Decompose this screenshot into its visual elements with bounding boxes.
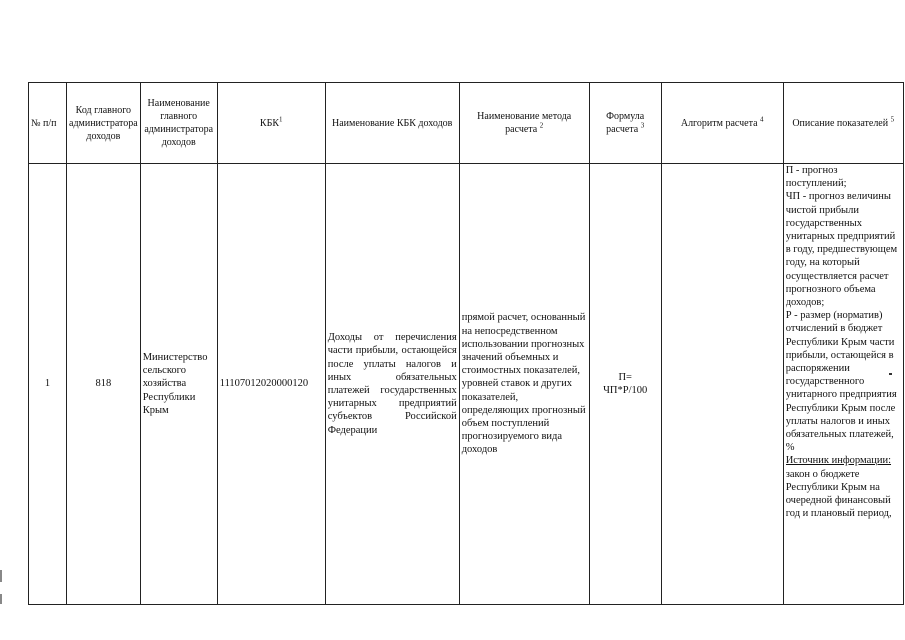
cell-description	[783, 164, 903, 605]
header-formula-label: Формула расчета	[606, 111, 645, 135]
header-description	[783, 83, 903, 164]
description-net-profit: ЧП - прогноз величины чистой прибыли государственных унитарных предприятий в году, предшествующем году, на который осуществляется расчет прогнозного объема доходов;	[785, 191, 898, 309]
header-kbk	[217, 83, 325, 164]
cell-method: прямой расчет, основанный на непосредственном использовании прогнозных значений объемных и стоимостных показателей, уровней ставок и других показателей, определяющих прогнозный объем поступлений прогнозируемого вида доходов	[459, 164, 589, 605]
header-formula	[589, 83, 661, 164]
description-source-label: Источник информации:	[785, 455, 892, 467]
header-kbk-label: КБК	[259, 117, 279, 129]
header-kbk-footnote: 1	[279, 115, 283, 124]
header-description-label: Описание показателей	[792, 117, 889, 129]
scan-edge-mark	[0, 570, 2, 582]
formula-line-1: П=	[618, 371, 632, 383]
header-admin-code: Код главного администратора доходов	[67, 83, 141, 164]
header-num: № п/п	[29, 83, 67, 164]
stray-mark	[889, 373, 892, 375]
header-algorithm-label: Алгоритм расчета	[680, 117, 758, 129]
description-source-text: закон о бюджете Республики Крым на очередной финансовый год и плановый период,	[785, 468, 892, 520]
header-kbk-name: Наименование КБК доходов	[325, 83, 459, 164]
description-content	[786, 164, 901, 604]
table-row	[29, 164, 904, 605]
cell-admin-code: 818	[67, 164, 141, 605]
formula-line-2: ЧП*Р/100	[603, 385, 648, 396]
forecast-table	[28, 82, 904, 605]
description-rate: Р - размер (норматив) отчислений в бюджет Республики Крым части прибыли, остающейся в распоряжении государственного унитарного предприятия Республики Крым после уплаты налогов и иных обязательных платежей, %	[785, 310, 897, 454]
header-admin-name: Наименование главного администратора доходов	[140, 83, 217, 164]
header-row	[29, 83, 904, 164]
header-method-footnote: 2	[539, 121, 544, 130]
description-source	[786, 454, 901, 520]
header-description-footnote: 5	[890, 115, 895, 124]
header-algorithm-footnote: 4	[760, 115, 764, 124]
cell-admin-name: Министерство сельского хозяйства Республики Крым	[140, 164, 217, 605]
cell-kbk: 11107012020000120	[217, 164, 325, 605]
cell-algorithm	[661, 164, 783, 605]
header-formula-footnote: 3	[640, 121, 645, 130]
description-forecast: П - прогноз поступлений;	[785, 165, 847, 190]
cell-formula	[589, 164, 661, 605]
cell-num: 1	[29, 164, 67, 605]
scan-edge-mark	[0, 594, 2, 604]
header-algorithm	[661, 83, 783, 164]
header-method-label: Наименование метода расчета	[477, 111, 572, 135]
cell-kbk-name: Доходы от перечисления части прибыли, остающейся после уплаты налогов и иных обязательных платежей государственных унитарных предприятий субъектов Российской Федерации	[325, 164, 459, 605]
header-method	[459, 83, 589, 164]
